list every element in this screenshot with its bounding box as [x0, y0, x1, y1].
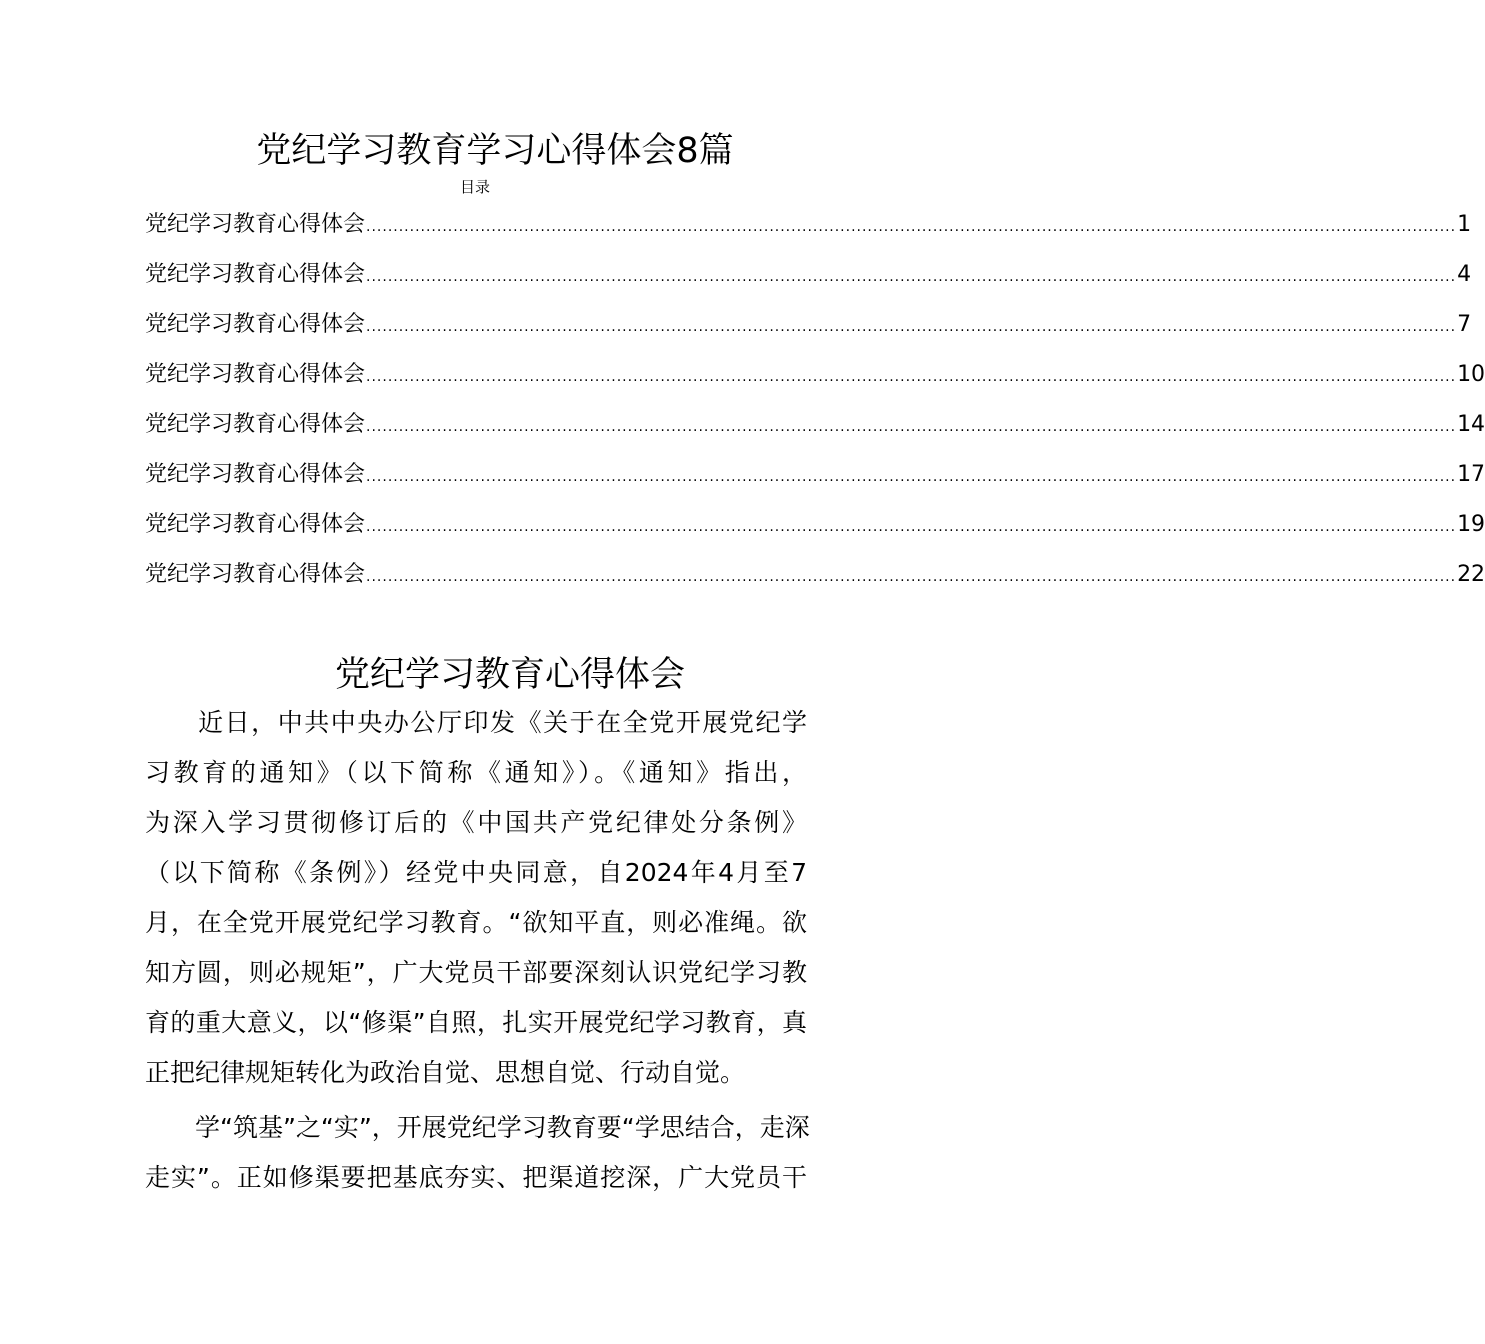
toc-entry-page: 17 [1457, 462, 1485, 487]
toc-entry-page: 4 [1457, 262, 1472, 287]
toc-entry[interactable] [145, 300, 1472, 350]
toc-entry-label: 党纪学习教育心得体会 [145, 412, 366, 437]
toc-leader-dots: ........................................................................................................................................................................................................ [366, 469, 1457, 485]
paragraph-line: 育的重大意义，以“修渠”自照，扎实开展党纪学习教育，真 [145, 1008, 807, 1037]
toc-leader-dots: ........................................................................................................................................................................................................ [366, 369, 1457, 385]
section-title: 党纪学习教育心得体会 [334, 655, 685, 695]
toc-leader-dots: ........................................................................................................................................................................................................ [366, 269, 1457, 285]
toc-entry[interactable] [145, 350, 1485, 400]
toc-leader-dots: ........................................................................................................................................................................................................ [366, 219, 1457, 235]
toc-leader-dots: ........................................................................................................................................................................................................ [366, 419, 1457, 435]
toc-entry-page: 19 [1457, 512, 1485, 537]
paragraph-line: 近日，中共中央办公厅印发《关于在全党开展党纪学 [145, 708, 807, 737]
toc-entry[interactable] [145, 250, 1472, 300]
paragraph-line: 走实”。正如修渠要把基底夯实、把渠道挖深，广大党员干 [145, 1163, 807, 1192]
toc-leader-dots: ........................................................................................................................................................................................................ [366, 569, 1457, 585]
document-title: 党纪学习教育学习心得体会8篇 [256, 131, 734, 171]
toc-entry[interactable] [145, 200, 1472, 250]
paragraph-line: 正把纪律规矩转化为政治自觉、思想自觉、行动自觉。 [145, 1058, 746, 1087]
body-text [145, 698, 810, 1203]
paragraph [145, 1103, 810, 1203]
toc-entry-page: 22 [1457, 562, 1485, 587]
paragraph-line: 为深入学习贯彻修订后的《中国共产党纪律处分条例》 [145, 808, 807, 837]
toc-leader-dots: ........................................................................................................................................................................................................ [366, 319, 1457, 335]
toc-entry-label: 党纪学习教育心得体会 [145, 362, 366, 387]
paragraph [145, 698, 807, 1098]
toc-entry-label: 党纪学习教育心得体会 [145, 562, 366, 587]
toc-entry[interactable] [145, 550, 1485, 600]
toc-entry-label: 党纪学习教育心得体会 [145, 512, 366, 537]
toc-entry-page: 14 [1457, 412, 1485, 437]
toc-entry[interactable] [145, 450, 1485, 500]
table-of-contents [145, 200, 1485, 600]
toc-entry-label: 党纪学习教育心得体会 [145, 262, 366, 287]
paragraph-line: 学“筑基”之“实”，开展党纪学习教育要“学思结合，走深 [145, 1113, 810, 1142]
toc-entry[interactable] [145, 500, 1485, 550]
toc-entry-page: 10 [1457, 362, 1485, 387]
paragraph-line: （以下简称《条例》）经党中央同意，自2024年4月至7 [145, 858, 807, 887]
toc-entry-page: 1 [1457, 212, 1472, 237]
toc-entry-page: 7 [1457, 312, 1472, 337]
paragraph-line: 知方圆，则必规矩”，广大党员干部要深刻认识党纪学习教 [145, 958, 807, 987]
paragraph-line: 月，在全党开展党纪学习教育。“欲知平直，则必准绳。欲 [145, 908, 807, 937]
paragraph-line: 习教育的通知》（以下简称《通知》）。《通知》指出， [145, 758, 807, 787]
toc-heading: 目录 [459, 178, 490, 196]
toc-entry-label: 党纪学习教育心得体会 [145, 212, 366, 237]
toc-leader-dots: ........................................................................................................................................................................................................ [366, 519, 1457, 535]
toc-entry-label: 党纪学习教育心得体会 [145, 462, 366, 487]
toc-entry-label: 党纪学习教育心得体会 [145, 312, 366, 337]
toc-entry[interactable] [145, 400, 1485, 450]
